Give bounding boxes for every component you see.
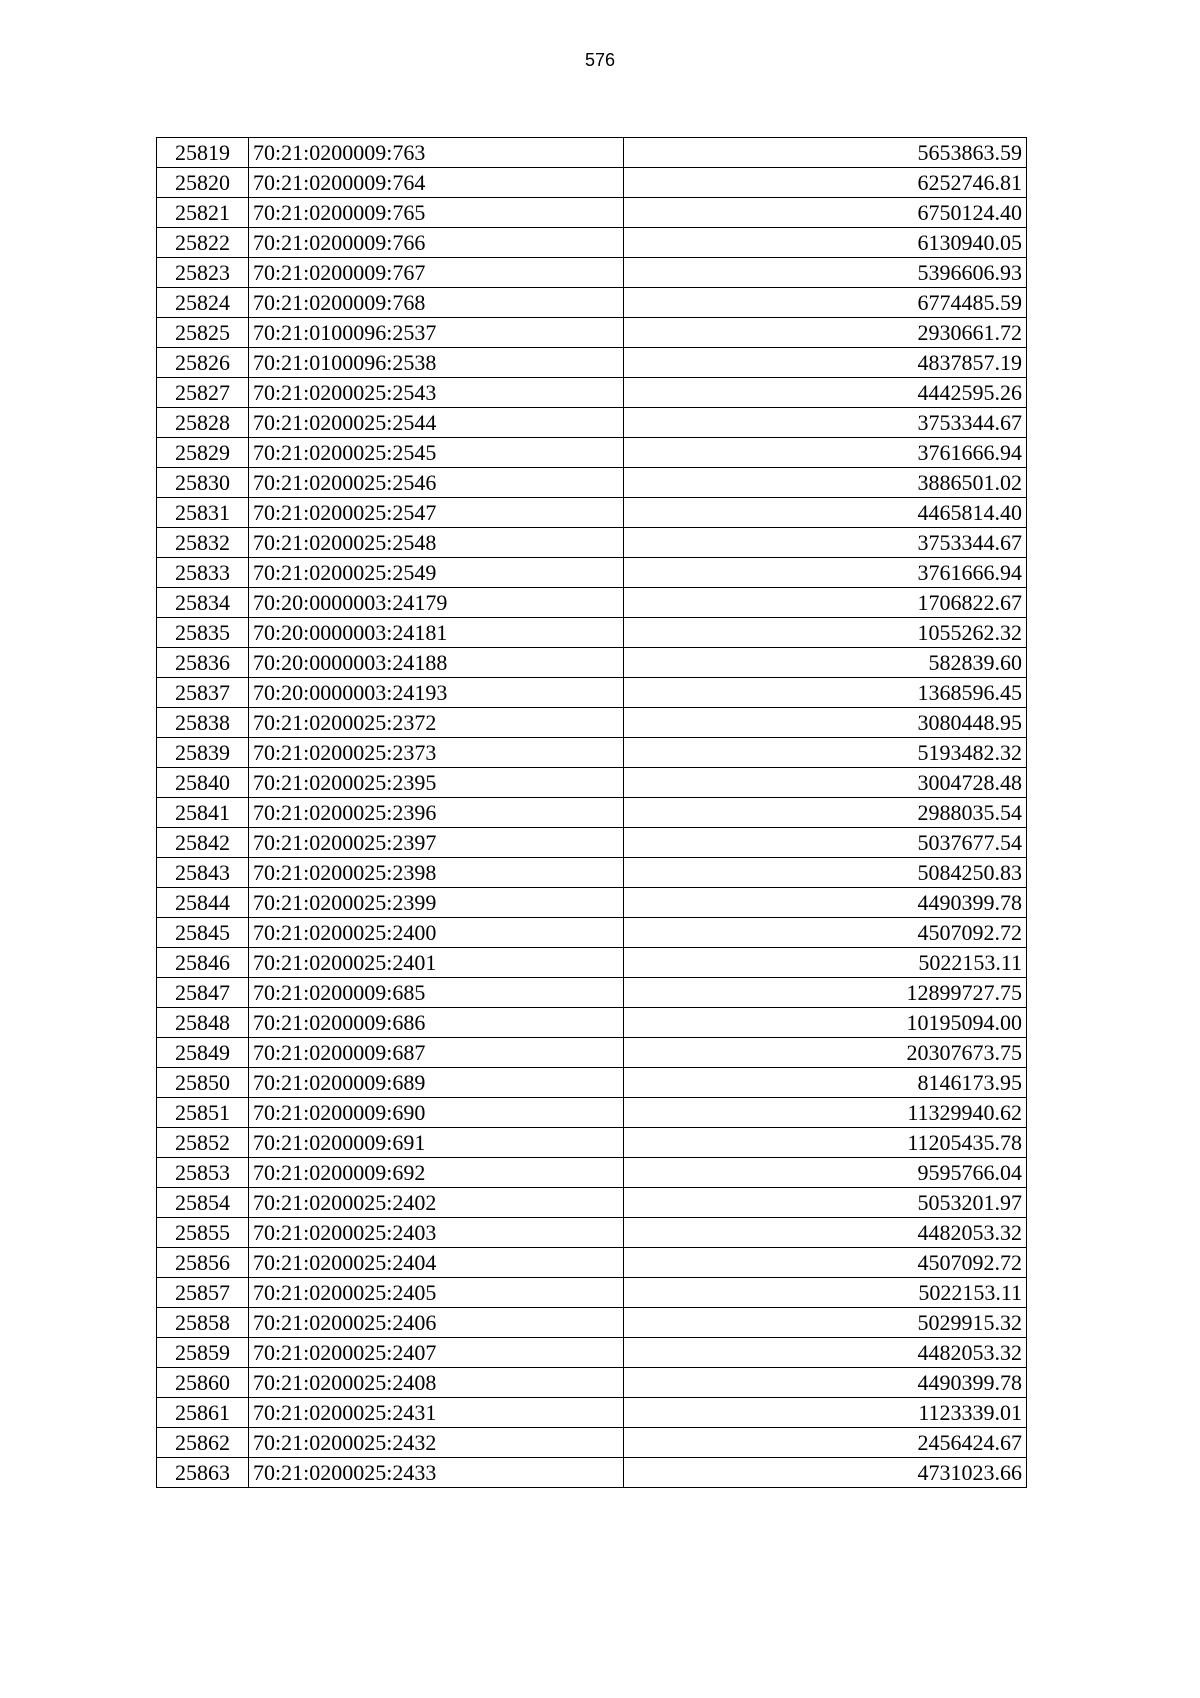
value-cell: 3761666.94 [624, 438, 1027, 468]
table-row [157, 558, 1027, 588]
table-row [157, 1428, 1027, 1458]
table-row [157, 858, 1027, 888]
value-cell: 6750124.40 [624, 198, 1027, 228]
value-cell: 6774485.59 [624, 288, 1027, 318]
table-row [157, 528, 1027, 558]
value-cell: 5053201.97 [624, 1188, 1027, 1218]
table-row [157, 1128, 1027, 1158]
cadastral-number-cell: 70:21:0200009:764 [249, 168, 624, 198]
table-row [157, 498, 1027, 528]
table-row [157, 228, 1027, 258]
table-row [157, 678, 1027, 708]
table-row [157, 1038, 1027, 1068]
cadastral-number-cell: 70:21:0200025:2549 [249, 558, 624, 588]
cadastral-number-cell: 70:21:0200009:687 [249, 1038, 624, 1068]
value-cell: 3004728.48 [624, 768, 1027, 798]
cadastral-number-cell: 70:20:0000003:24188 [249, 648, 624, 678]
table-row [157, 258, 1027, 288]
value-cell: 6252746.81 [624, 168, 1027, 198]
cadastral-number-cell: 70:21:0200025:2405 [249, 1278, 624, 1308]
cadastral-number-cell: 70:21:0200025:2545 [249, 438, 624, 468]
table-row [157, 468, 1027, 498]
row-number-cell: 25830 [157, 468, 249, 498]
table-row [157, 1308, 1027, 1338]
cadastral-number-cell: 70:21:0200009:686 [249, 1008, 624, 1038]
cadastral-number-cell: 70:21:0200009:690 [249, 1098, 624, 1128]
value-cell: 5396606.93 [624, 258, 1027, 288]
cadastral-number-cell: 70:21:0200025:2399 [249, 888, 624, 918]
cadastral-number-cell: 70:21:0200025:2407 [249, 1338, 624, 1368]
cadastral-number-cell: 70:21:0200025:2398 [249, 858, 624, 888]
row-number-cell: 25823 [157, 258, 249, 288]
row-number-cell: 25827 [157, 378, 249, 408]
value-cell: 11205435.78 [624, 1128, 1027, 1158]
value-cell: 582839.60 [624, 648, 1027, 678]
cadastral-number-cell: 70:21:0200009:692 [249, 1158, 624, 1188]
row-number-cell: 25841 [157, 798, 249, 828]
value-cell: 3753344.67 [624, 408, 1027, 438]
cadastral-number-cell: 70:21:0200025:2397 [249, 828, 624, 858]
table-row [157, 888, 1027, 918]
value-cell: 4507092.72 [624, 918, 1027, 948]
row-number-cell: 25826 [157, 348, 249, 378]
table-row [157, 408, 1027, 438]
table-row [157, 948, 1027, 978]
cadastral-number-cell: 70:21:0200025:2402 [249, 1188, 624, 1218]
table-row [157, 1008, 1027, 1038]
cadastral-number-cell: 70:21:0200025:2546 [249, 468, 624, 498]
table-row [157, 708, 1027, 738]
cadastral-number-cell: 70:21:0200025:2404 [249, 1248, 624, 1278]
cadastral-number-cell: 70:21:0200009:768 [249, 288, 624, 318]
table-row [157, 288, 1027, 318]
row-number-cell: 25856 [157, 1248, 249, 1278]
table-row [157, 1338, 1027, 1368]
value-cell: 5022153.11 [624, 1278, 1027, 1308]
cadastral-number-cell: 70:21:0200025:2400 [249, 918, 624, 948]
cadastral-number-cell: 70:21:0200025:2395 [249, 768, 624, 798]
value-cell: 3080448.95 [624, 708, 1027, 738]
row-number-cell: 25833 [157, 558, 249, 588]
row-number-cell: 25822 [157, 228, 249, 258]
value-cell: 3886501.02 [624, 468, 1027, 498]
row-number-cell: 25824 [157, 288, 249, 318]
cadastral-number-cell: 70:21:0200025:2547 [249, 498, 624, 528]
page-number: 576 [584, 50, 616, 70]
value-cell: 4490399.78 [624, 888, 1027, 918]
cadastral-number-cell: 70:21:0200025:2373 [249, 738, 624, 768]
table-row [157, 1068, 1027, 1098]
value-cell: 5193482.32 [624, 738, 1027, 768]
value-cell: 5084250.83 [624, 858, 1027, 888]
cadastral-number-cell: 70:21:0200025:2433 [249, 1458, 624, 1488]
value-cell: 2988035.54 [624, 798, 1027, 828]
table-row [157, 1458, 1027, 1488]
value-cell: 4482053.32 [624, 1338, 1027, 1368]
table-row [157, 588, 1027, 618]
table-row [157, 828, 1027, 858]
value-cell: 4482053.32 [624, 1218, 1027, 1248]
row-number-cell: 25842 [157, 828, 249, 858]
cadastral-number-cell: 70:20:0000003:24181 [249, 618, 624, 648]
table-row [157, 198, 1027, 228]
row-number-cell: 25849 [157, 1038, 249, 1068]
value-cell: 3753344.67 [624, 528, 1027, 558]
value-cell: 1055262.32 [624, 618, 1027, 648]
cadastral-number-cell: 70:21:0200009:767 [249, 258, 624, 288]
value-cell: 2930661.72 [624, 318, 1027, 348]
table-row [157, 438, 1027, 468]
cadastral-number-cell: 70:21:0200009:763 [249, 138, 624, 168]
table-row [157, 798, 1027, 828]
table-row [157, 168, 1027, 198]
table-row [157, 768, 1027, 798]
cadastral-number-cell: 70:21:0200025:2406 [249, 1308, 624, 1338]
row-number-cell: 25845 [157, 918, 249, 948]
table-row [157, 378, 1027, 408]
table-row [157, 318, 1027, 348]
value-cell: 6130940.05 [624, 228, 1027, 258]
table-body [157, 138, 1027, 1488]
cadastral-number-cell: 70:21:0200025:2544 [249, 408, 624, 438]
cadastral-number-cell: 70:21:0200025:2396 [249, 798, 624, 828]
cadastral-number-cell: 70:21:0200009:765 [249, 198, 624, 228]
row-number-cell: 25848 [157, 1008, 249, 1038]
row-number-cell: 25855 [157, 1218, 249, 1248]
cadastral-number-cell: 70:21:0200025:2431 [249, 1398, 624, 1428]
cadastral-number-cell: 70:20:0000003:24193 [249, 678, 624, 708]
table-row [157, 1158, 1027, 1188]
row-number-cell: 25825 [157, 318, 249, 348]
cadastral-number-cell: 70:20:0000003:24179 [249, 588, 624, 618]
value-cell: 5029915.32 [624, 1308, 1027, 1338]
table-row [157, 1278, 1027, 1308]
row-number-cell: 25852 [157, 1128, 249, 1158]
value-cell: 2456424.67 [624, 1428, 1027, 1458]
cadastral-number-cell: 70:21:0200025:2401 [249, 948, 624, 978]
row-number-cell: 25835 [157, 618, 249, 648]
row-number-cell: 25829 [157, 438, 249, 468]
value-cell: 9595766.04 [624, 1158, 1027, 1188]
row-number-cell: 25861 [157, 1398, 249, 1428]
cadastral-value-table [156, 137, 1027, 1488]
row-number-cell: 25851 [157, 1098, 249, 1128]
row-number-cell: 25862 [157, 1428, 249, 1458]
value-cell: 20307673.75 [624, 1038, 1027, 1068]
value-cell: 4837857.19 [624, 348, 1027, 378]
value-cell: 1368596.45 [624, 678, 1027, 708]
table-row [157, 978, 1027, 1008]
row-number-cell: 25846 [157, 948, 249, 978]
row-number-cell: 25819 [157, 138, 249, 168]
value-cell: 11329940.62 [624, 1098, 1027, 1128]
value-cell: 4442595.26 [624, 378, 1027, 408]
cadastral-number-cell: 70:21:0200025:2408 [249, 1368, 624, 1398]
row-number-cell: 25859 [157, 1338, 249, 1368]
row-number-cell: 25854 [157, 1188, 249, 1218]
row-number-cell: 25839 [157, 738, 249, 768]
value-cell: 4465814.40 [624, 498, 1027, 528]
value-cell: 10195094.00 [624, 1008, 1027, 1038]
row-number-cell: 25847 [157, 978, 249, 1008]
cadastral-number-cell: 70:21:0200009:691 [249, 1128, 624, 1158]
row-number-cell: 25858 [157, 1308, 249, 1338]
row-number-cell: 25828 [157, 408, 249, 438]
value-cell: 12899727.75 [624, 978, 1027, 1008]
table-row [157, 1398, 1027, 1428]
table-row [157, 1218, 1027, 1248]
row-number-cell: 25821 [157, 198, 249, 228]
table-row [157, 648, 1027, 678]
value-cell: 3761666.94 [624, 558, 1027, 588]
value-cell: 4490399.78 [624, 1368, 1027, 1398]
table-row [157, 1368, 1027, 1398]
row-number-cell: 25836 [157, 648, 249, 678]
table-row [157, 918, 1027, 948]
table-row [157, 348, 1027, 378]
row-number-cell: 25838 [157, 708, 249, 738]
value-cell: 5037677.54 [624, 828, 1027, 858]
row-number-cell: 25850 [157, 1068, 249, 1098]
row-number-cell: 25820 [157, 168, 249, 198]
cadastral-number-cell: 70:21:0200025:2403 [249, 1218, 624, 1248]
row-number-cell: 25831 [157, 498, 249, 528]
table-row [157, 738, 1027, 768]
cadastral-number-cell: 70:21:0100096:2538 [249, 348, 624, 378]
table-row [157, 1248, 1027, 1278]
value-cell: 1123339.01 [624, 1398, 1027, 1428]
value-cell: 5653863.59 [624, 138, 1027, 168]
cadastral-number-cell: 70:21:0200025:2548 [249, 528, 624, 558]
row-number-cell: 25837 [157, 678, 249, 708]
row-number-cell: 25857 [157, 1278, 249, 1308]
row-number-cell: 25844 [157, 888, 249, 918]
value-cell: 4731023.66 [624, 1458, 1027, 1488]
row-number-cell: 25860 [157, 1368, 249, 1398]
row-number-cell: 25840 [157, 768, 249, 798]
row-number-cell: 25834 [157, 588, 249, 618]
cadastral-number-cell: 70:21:0200009:766 [249, 228, 624, 258]
table-row [157, 618, 1027, 648]
value-cell: 5022153.11 [624, 948, 1027, 978]
cadastral-number-cell: 70:21:0200009:685 [249, 978, 624, 1008]
cadastral-number-cell: 70:21:0200025:2372 [249, 708, 624, 738]
value-cell: 4507092.72 [624, 1248, 1027, 1278]
row-number-cell: 25843 [157, 858, 249, 888]
value-cell: 8146173.95 [624, 1068, 1027, 1098]
cadastral-number-cell: 70:21:0200025:2543 [249, 378, 624, 408]
table-row [157, 138, 1027, 168]
row-number-cell: 25853 [157, 1158, 249, 1188]
value-cell: 1706822.67 [624, 588, 1027, 618]
cadastral-number-cell: 70:21:0100096:2537 [249, 318, 624, 348]
cadastral-number-cell: 70:21:0200009:689 [249, 1068, 624, 1098]
cadastral-number-cell: 70:21:0200025:2432 [249, 1428, 624, 1458]
table-row [157, 1188, 1027, 1218]
row-number-cell: 25863 [157, 1458, 249, 1488]
table-row [157, 1098, 1027, 1128]
row-number-cell: 25832 [157, 528, 249, 558]
